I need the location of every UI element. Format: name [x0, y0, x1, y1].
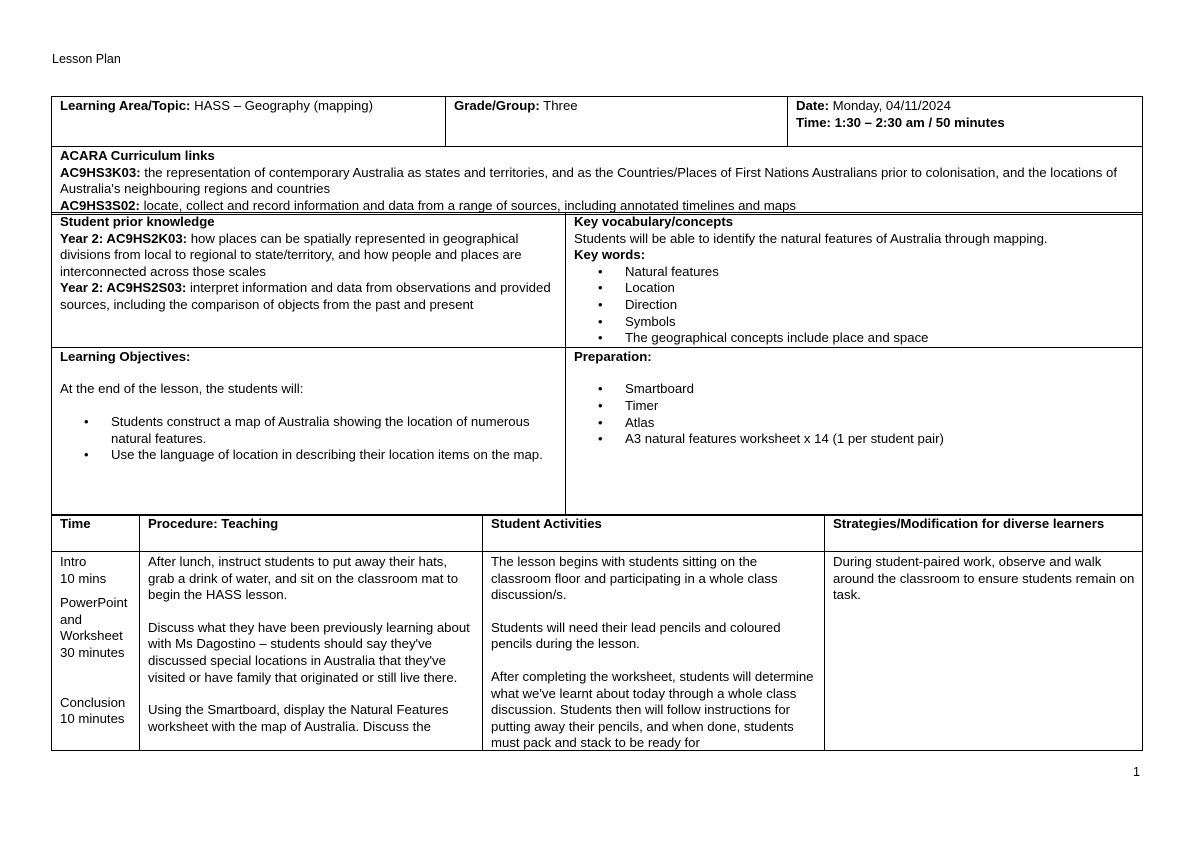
objectives-list	[60, 414, 558, 464]
time-cell	[52, 552, 140, 751]
topic-value: HASS – Geography (mapping)	[190, 98, 373, 113]
keyword-item: • Location	[574, 280, 1135, 297]
objectives-intro: At the end of the lesson, the students will:	[60, 381, 304, 397]
page-header: Lesson Plan	[52, 52, 121, 66]
planning-table	[51, 212, 1143, 516]
objective-item: • Students construct a map of Australia showing the location of numerous natural features.	[60, 414, 558, 447]
prior-text-2: interpret information and data from observations and provided sources, including the comparison of objects from the past and present	[60, 280, 551, 312]
date-label: Date:	[796, 98, 829, 113]
keywords-list	[574, 264, 1135, 347]
keyword-item: • Direction	[574, 297, 1135, 314]
grade-label: Grade/Group:	[454, 98, 540, 113]
acara-heading: ACARA Curriculum links	[60, 148, 215, 163]
objective-item: • Use the language of location in describing their location items on the map.	[60, 447, 558, 464]
acara-text-2: locate, collect and record information and data from a range of sources, including annotated timelines and maps	[139, 197, 796, 213]
preparation-item: • Smartboard	[574, 381, 1135, 398]
activity-3: After completing the worksheet, students will determine what we've learnt about today through a whole class discussion. Students then will follow instructions for putting away their pencils, and when done, students must pack and stack to be ready for	[491, 668, 814, 750]
preparation-item: • Timer	[574, 398, 1135, 415]
page-number: 1	[1133, 765, 1140, 779]
keyword-item: • Symbols	[574, 314, 1135, 331]
vocab-cell	[566, 213, 1143, 348]
preparation-item: • Atlas	[574, 415, 1135, 432]
keywords-label: Key words:	[574, 247, 646, 263]
strategies-cell	[825, 552, 1143, 751]
preparation-item: • A3 natural features worksheet x 14 (1 per student pair)	[574, 431, 1135, 448]
prior-heading: Student prior knowledge	[60, 214, 215, 229]
info-table	[51, 96, 1143, 147]
acara-text-1: the representation of contemporary Australia as states and territories, and as the Countries/Places of First Nations Australians prior to colonisation, and the locations of Australia's neighbouring regions and countries	[60, 164, 1118, 197]
procedure-header-teaching: Procedure: Teaching	[140, 515, 483, 552]
procedure-header-strategies: Strategies/Modification for diverse learners	[825, 515, 1143, 552]
activities-cell	[483, 552, 825, 751]
prior-code-2: Year 2: AC9HS2S03:	[60, 280, 187, 296]
procedure-header-time: Time	[52, 515, 140, 552]
date-cell	[788, 97, 1143, 147]
acara-cell	[52, 147, 1143, 215]
objectives-heading: Learning Objectives:	[60, 348, 191, 364]
procedure-header-activities: Student Activities	[483, 515, 825, 552]
activity-1: The lesson begins with students sitting on the classroom floor and participating in a whole class discussion/s.	[491, 554, 778, 603]
strategy-1: During student-paired work, observe and walk around the classroom to ensure students remain on task.	[833, 554, 1135, 603]
acara-code-2: AC9HS3S02:	[60, 197, 140, 213]
topic-label: Learning Area/Topic:	[60, 98, 191, 113]
prior-text-1: how places can be spatially represented in geographical divisions from local to regional to state/territory, and how people and places are interconnected across those scales	[60, 230, 522, 279]
time-conclusion: Conclusion 10 minutes	[60, 694, 126, 727]
time-main: PowerPoint and Worksheet 30 minutes	[60, 595, 128, 660]
prior-code-1: Year 2: AC9HS2K03:	[60, 230, 188, 246]
keyword-item: • The geographical concepts include place and space	[574, 330, 1135, 347]
procedure-table	[51, 514, 1143, 751]
grade-value: Three	[539, 98, 578, 113]
prior-knowledge-cell	[52, 213, 566, 348]
keyword-item: • Natural features	[574, 264, 1135, 281]
date-value: Monday, 04/11/2024	[828, 98, 951, 113]
teaching-step-3: Using the Smartboard, display the Natural Features worksheet with the map of Australia. Discuss the	[148, 702, 449, 734]
teaching-step-1: After lunch, instruct students to put away their hats, grab a drink of water, and sit on the classroom mat to begin the HASS lesson.	[148, 554, 459, 603]
acara-table	[51, 146, 1143, 215]
teaching-step-2: Discuss what they have been previously learning about with Ms Dagostino – students should say they've discussed special locations in Australia that they've visited or have family that originated or still live there.	[148, 619, 470, 685]
teaching-cell	[140, 552, 483, 751]
preparation-list	[574, 381, 1135, 447]
vocab-heading: Key vocabulary/concepts	[574, 214, 734, 229]
activity-2: Students will need their lead pencils and coloured pencils during the lesson.	[491, 619, 781, 652]
vocab-intro: Students will be able to identify the natural features of Australia through mapping.	[574, 230, 1048, 246]
grade-cell	[446, 97, 788, 147]
time-value: 1:30 – 2:30 am / 50 minutes	[830, 114, 1005, 130]
time-intro-duration: 10 mins	[60, 570, 107, 586]
time-intro: Intro	[60, 554, 87, 569]
time-label: Time:	[796, 114, 831, 130]
objectives-cell	[52, 347, 566, 515]
topic-cell	[52, 97, 446, 147]
preparation-cell	[566, 347, 1143, 515]
preparation-heading: Preparation:	[574, 348, 652, 364]
acara-code-1: AC9HS3K03:	[60, 164, 141, 180]
